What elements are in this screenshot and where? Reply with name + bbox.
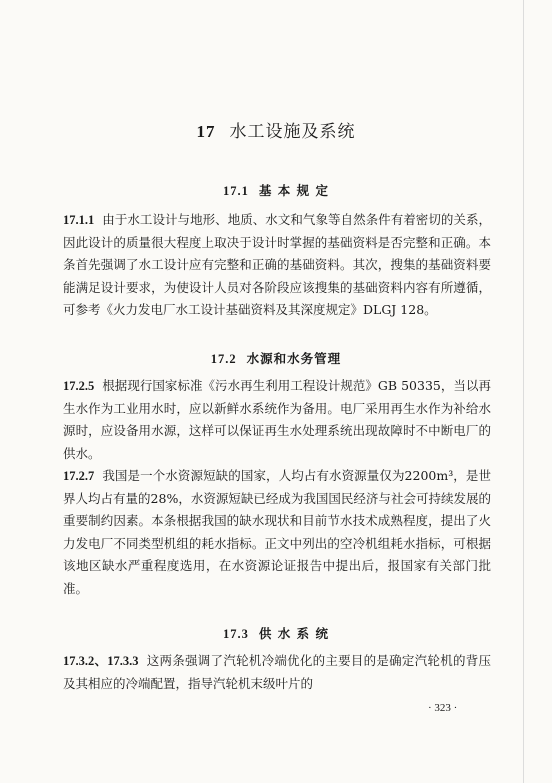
section-heading-17-3 [0, 624, 552, 642]
page-number: · 323 · [428, 702, 458, 714]
paragraph-text: 根据现行国家标准《污水再生利用工程设计规范》GB 50335，当以再生水作为工业用水时，应以新鲜水系统作为备用。电厂采用再生水作为补给水源时，应设备用水源，这样可以保证再生水处理系统出现故障时不中断电厂的供水。 [63, 378, 491, 461]
clause-number: 17.3.2、17.3.3 [63, 654, 139, 668]
paragraph-17-2-5 [63, 375, 491, 465]
paragraph-17-1-1 [63, 209, 491, 322]
chapter-title [0, 117, 552, 142]
paragraph-17-2-7 [63, 465, 491, 601]
paragraph-text: 由于水工设计与地形、地质、水文和气象等自然条件有着密切的关系，因此设计的质量很大程度上取决于设计时掌握的基础资料是否完整和正确。本条首先强调了水工设计应有完整和正确的基础资料。其次，搜集的基础资料要能满足设计要求，为使设计人员对各阶段应该搜集的基础资料内容有所遵循，可参考《火力发电厂水工设计基础资料及其深度规定》DLGJ 128。 [63, 212, 491, 318]
clause-number: 17.2.7 [63, 469, 95, 483]
section-title: 水源和水务管理 [246, 351, 342, 366]
section-heading-17-2 [0, 349, 552, 367]
section-title: 基 本 规 定 [258, 183, 329, 198]
section-number: 17.3 [223, 627, 249, 641]
clause-number: 17.2.5 [63, 379, 95, 393]
section-number: 17.2 [210, 352, 237, 366]
section-title: 供 水 系 统 [258, 626, 329, 641]
section-heading-17-1 [0, 181, 552, 199]
clause-number: 17.1.1 [63, 213, 95, 227]
paragraph-text: 我国是一个水资源短缺的国家，人均占有水资源量仅为2200m³，是世界人均占有量的28%，水资源短缺已经成为我国国民经济与社会可持续发展的重要制约因素。本条根据我国的缺水现状和目前节水技术成熟程度，提出了火力发电厂不同类型机组的耗水指标。正文中列出的空冷机组耗水指标，可根据该地区缺水严重程度选用，在水资源论证报告中提出后，报国家有关部门批准。 [63, 468, 491, 596]
paragraph-17-3-2 [63, 650, 491, 695]
chapter-title-text: 水工设施及系统 [229, 122, 356, 142]
paragraph-text: 这两条强调了汽轮机冷端优化的主要目的是确定汽轮机的背压及其相应的冷端配置，指导汽轮机末级叶片的 [63, 653, 491, 691]
section-number: 17.1 [223, 184, 249, 198]
chapter-number: 17 [196, 122, 216, 141]
